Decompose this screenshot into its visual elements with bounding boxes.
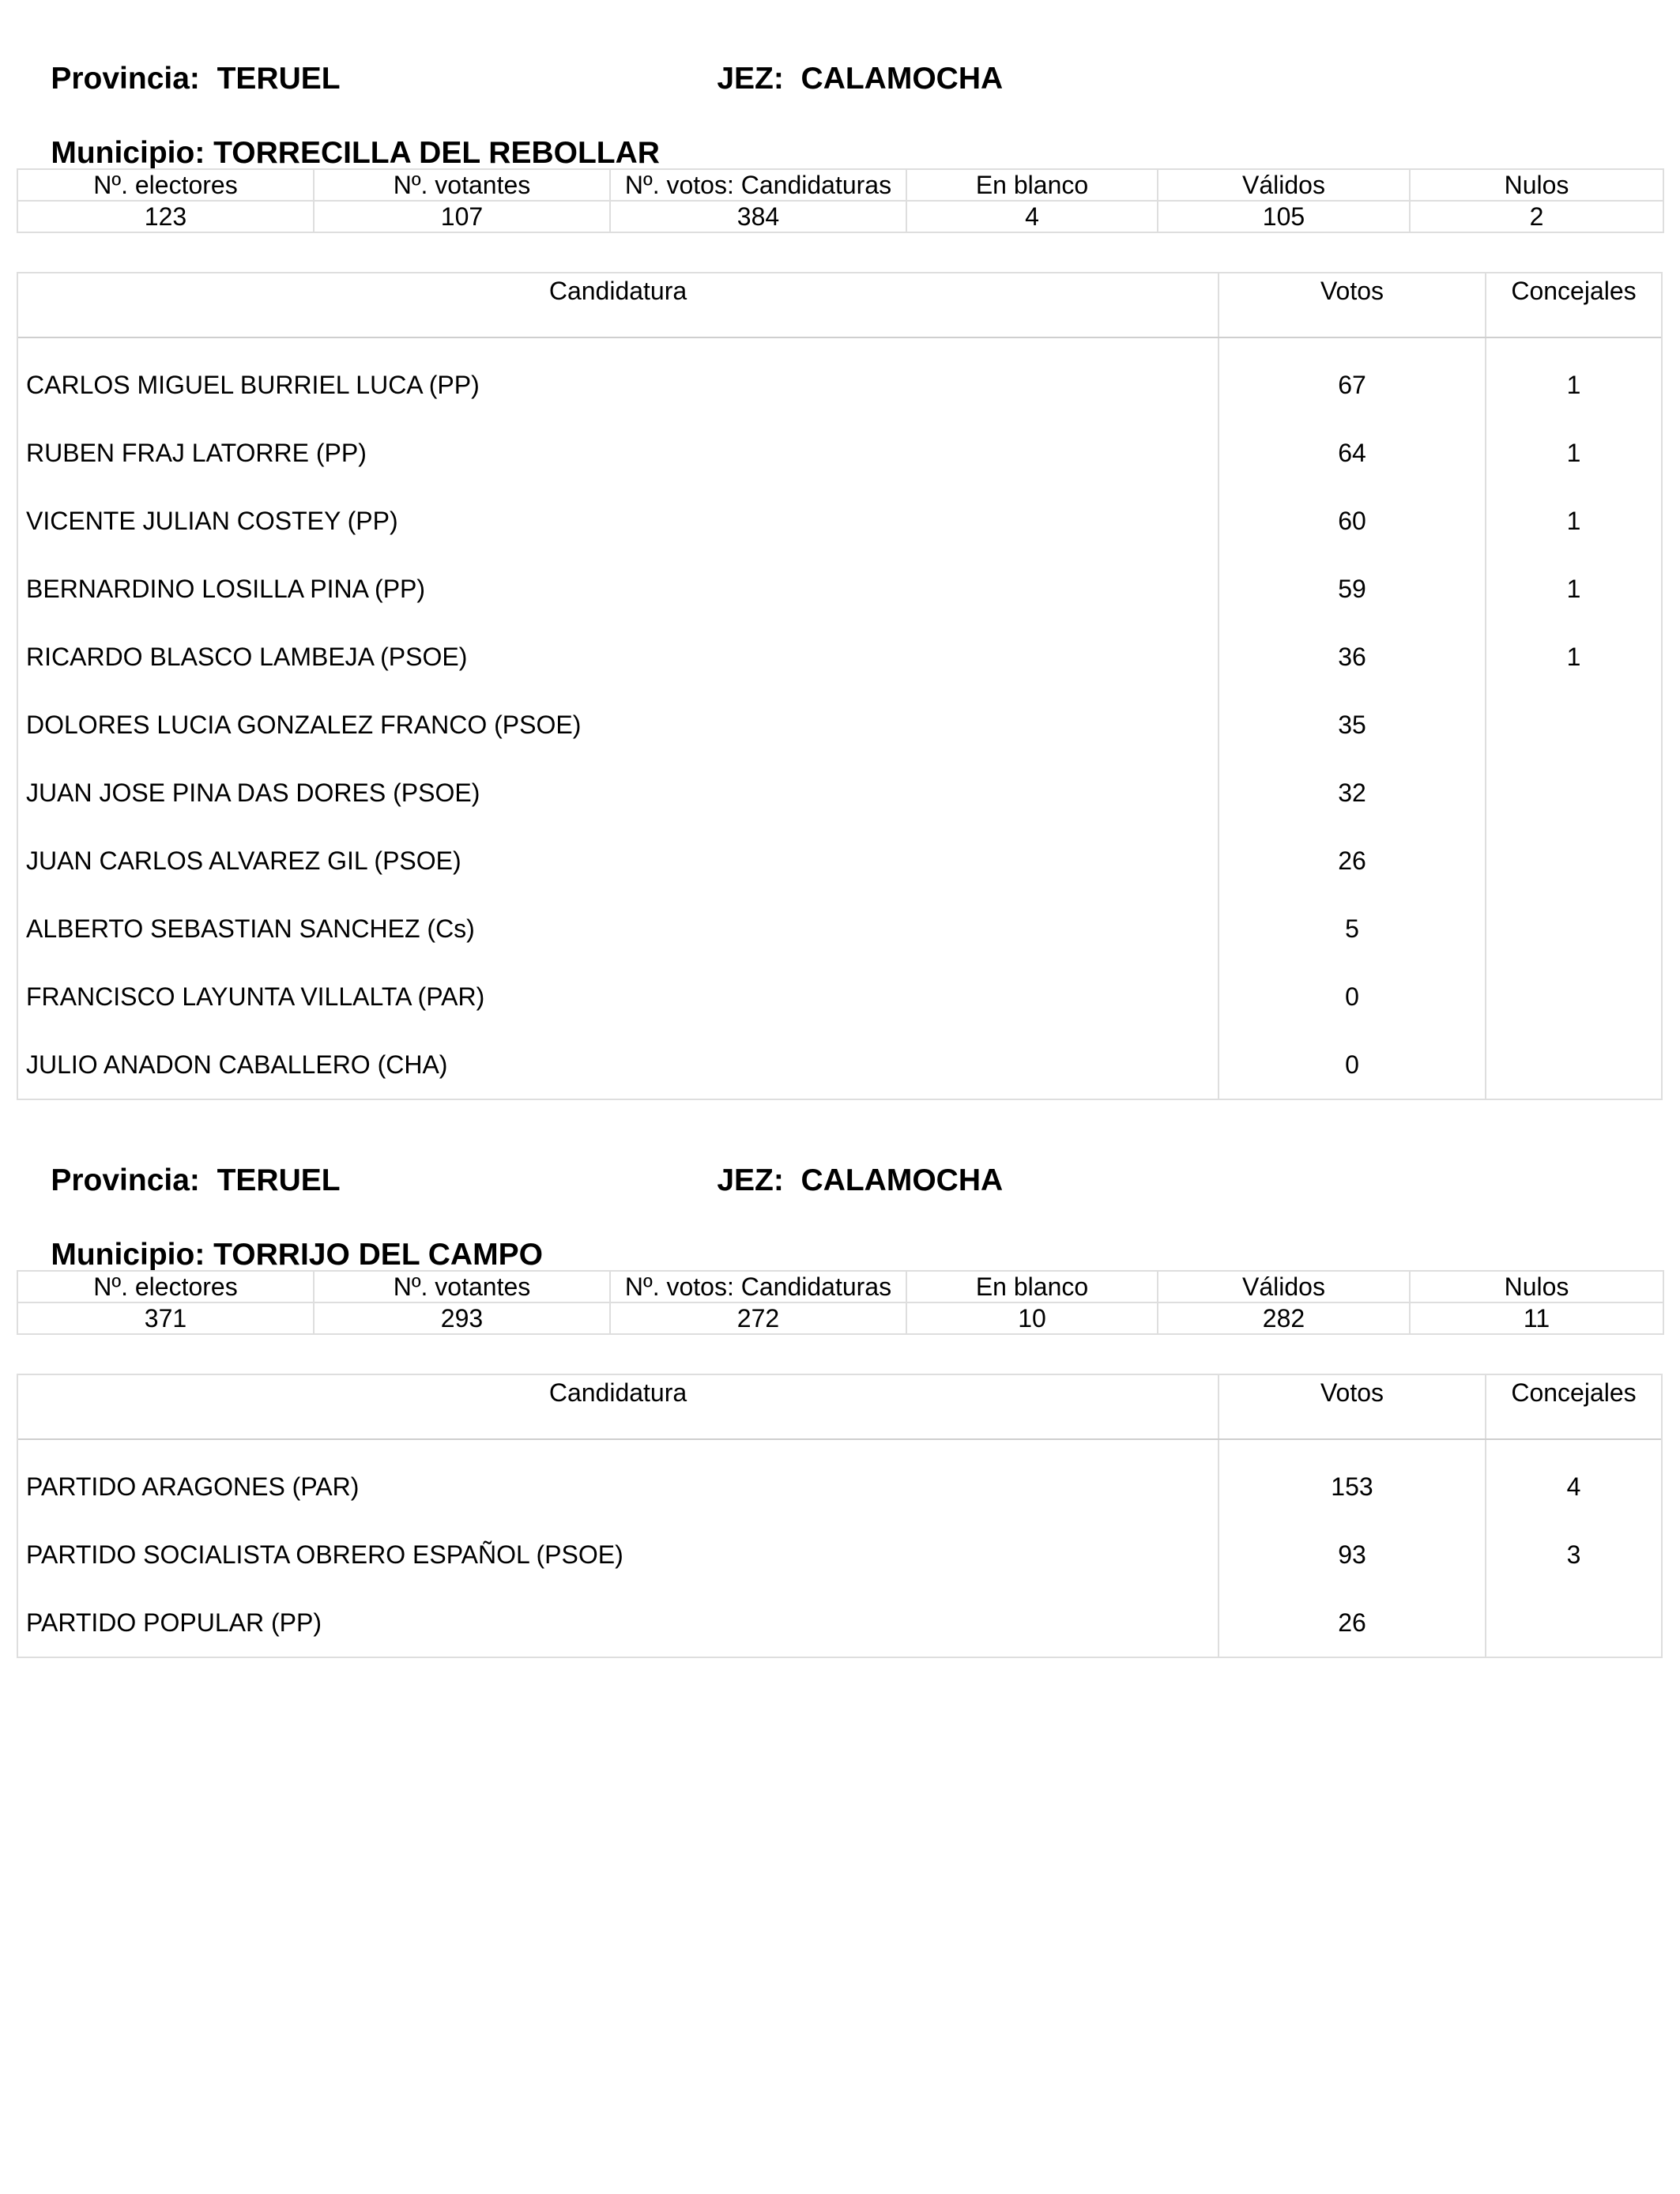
header-concejales: Concejales [1511,1378,1637,1407]
candidate-name: PARTIDO POPULAR (PP) [18,1589,1219,1657]
candidate-votos: 26 [1219,827,1486,895]
header-votos: Votos [1219,273,1486,337]
municipio-value: TORRECILLA DEL REBOLLAR [213,136,660,170]
summary-table [17,1270,1664,1335]
table-row [18,1589,1661,1657]
summary-header-cell: En blanco [906,1271,1158,1302]
candidate-name: JUAN CARLOS ALVAREZ GIL (PSOE) [18,827,1219,895]
summary-value-cell: 11 [1410,1302,1663,1334]
header-concejales: Concejales [1511,277,1637,305]
candidate-concejales: 4 [1566,1472,1581,1501]
summary-header-cell: Nº. electores [17,1271,314,1302]
table-row [18,1453,1661,1521]
summary-header-cell: Nº. votos: Candidaturas [610,169,906,201]
jez-line [683,1129,1003,1233]
candidate-concejales [1486,1031,1661,1099]
candidate-name: JULIO ANADON CABALLERO (CHA) [18,1031,1219,1099]
municipio-value: TORRIJO DEL CAMPO [213,1238,543,1272]
table-row [18,487,1661,555]
summary-value-cell: 123 [17,201,314,232]
candidate-name: PARTIDO SOCIALISTA OBRERO ESPAÑOL (PSOE) [18,1521,1219,1589]
candidate-votos: 35 [1219,691,1486,759]
candidate-votos: 26 [1219,1589,1486,1657]
summary-header-cell: En blanco [906,169,1158,201]
candidate-votos: 59 [1219,555,1486,623]
jez-value: CALAMOCHA [800,1163,1004,1197]
candidate-votos: 32 [1219,759,1486,827]
summary-value-cell: 371 [17,1302,314,1334]
table-row [18,827,1661,895]
candidaturas-header-row [18,1375,1661,1440]
candidate-concejales [1486,895,1661,963]
candidate-votos: 5 [1219,895,1486,963]
summary-value-cell: 107 [314,201,610,232]
summary-value-cell: 10 [906,1302,1158,1334]
provincia-label: Provincia: [51,1163,200,1197]
table-row [18,759,1661,827]
table-row [18,419,1661,487]
summary-value-cell: 4 [906,201,1158,232]
table-row [18,895,1661,963]
summary-header-cell: Nº. votantes [314,1271,610,1302]
candidate-concejales [1486,1589,1661,1657]
table-row [18,1031,1661,1099]
summary-header-cell: Válidos [1158,1271,1410,1302]
candidate-concejales: 1 [1566,643,1581,671]
candidaturas-table [17,1374,1663,1658]
table-row [18,555,1661,623]
summary-value-cell: 272 [610,1302,906,1334]
summary-header-row [17,169,1663,201]
summary-value-cell: 282 [1158,1302,1410,1334]
header-candidatura: Candidatura [18,273,1219,337]
candidate-concejales: 3 [1566,1540,1581,1569]
summary-header-cell: Nulos [1410,1271,1663,1302]
municipio-label: Municipio: [51,1238,205,1272]
candidate-votos: 64 [1219,419,1486,487]
candidate-name: RUBEN FRAJ LATORRE (PP) [18,419,1219,487]
candidaturas-header-row [18,273,1661,338]
candidate-votos: 153 [1219,1453,1486,1521]
candidate-votos: 60 [1219,487,1486,555]
candidate-concejales: 1 [1566,507,1581,535]
candidate-concejales: 1 [1566,575,1581,603]
summary-value-row [17,1302,1663,1334]
header-votos: Votos [1219,1375,1486,1438]
candidate-name: VICENTE JULIAN COSTEY (PP) [18,487,1219,555]
candidate-concejales [1486,963,1661,1031]
summary-header-cell: Nulos [1410,169,1663,201]
candidate-concejales: 1 [1566,439,1581,467]
table-spacer [18,338,1661,351]
summary-value-cell: 384 [610,201,906,232]
candidate-name: ALBERTO SEBASTIAN SANCHEZ (Cs) [18,895,1219,963]
table-spacer [18,1440,1661,1453]
candidate-votos: 0 [1219,963,1486,1031]
summary-header-cell: Válidos [1158,169,1410,201]
candidate-votos: 36 [1219,623,1486,691]
table-row [18,691,1661,759]
candidate-votos: 93 [1219,1521,1486,1589]
provincia-value: TERUEL [217,1163,341,1197]
summary-header-row [17,1271,1663,1302]
candidate-concejales [1486,691,1661,759]
summary-value-cell: 2 [1410,201,1663,232]
candidate-name: JUAN JOSE PINA DAS DORES (PSOE) [18,759,1219,827]
candidate-concejales: 1 [1566,371,1581,399]
candidate-concejales [1486,759,1661,827]
jez-value: CALAMOCHA [800,62,1004,96]
candidate-name: FRANCISCO LAYUNTA VILLALTA (PAR) [18,963,1219,1031]
municipio-label: Municipio: [51,136,205,170]
candidate-name: PARTIDO ARAGONES (PAR) [18,1453,1219,1521]
summary-table [17,168,1664,233]
provincia-value: TERUEL [217,62,341,96]
candidate-concejales [1486,827,1661,895]
summary-value-cell: 105 [1158,201,1410,232]
summary-header-cell: Nº. votos: Candidaturas [610,1271,906,1302]
summary-header-cell: Nº. electores [17,169,314,201]
jez-line [683,27,1003,131]
summary-value-row [17,201,1663,232]
summary-value-cell: 293 [314,1302,610,1334]
candidate-votos: 67 [1219,351,1486,419]
table-row [18,351,1661,419]
candidate-name: DOLORES LUCIA GONZALEZ FRANCO (PSOE) [18,691,1219,759]
jez-label: JEZ: [717,1163,784,1197]
candidate-votos: 0 [1219,1031,1486,1099]
summary-header-cell: Nº. votantes [314,169,610,201]
provincia-label: Provincia: [51,62,200,96]
jez-label: JEZ: [717,62,784,96]
candidate-name: CARLOS MIGUEL BURRIEL LUCA (PP) [18,351,1219,419]
table-row [18,1521,1661,1589]
header-candidatura: Candidatura [18,1375,1219,1438]
table-row [18,623,1661,691]
candidate-name: BERNARDINO LOSILLA PINA (PP) [18,555,1219,623]
candidaturas-table [17,272,1663,1100]
table-row [18,963,1661,1031]
candidate-name: RICARDO BLASCO LAMBEJA (PSOE) [18,623,1219,691]
